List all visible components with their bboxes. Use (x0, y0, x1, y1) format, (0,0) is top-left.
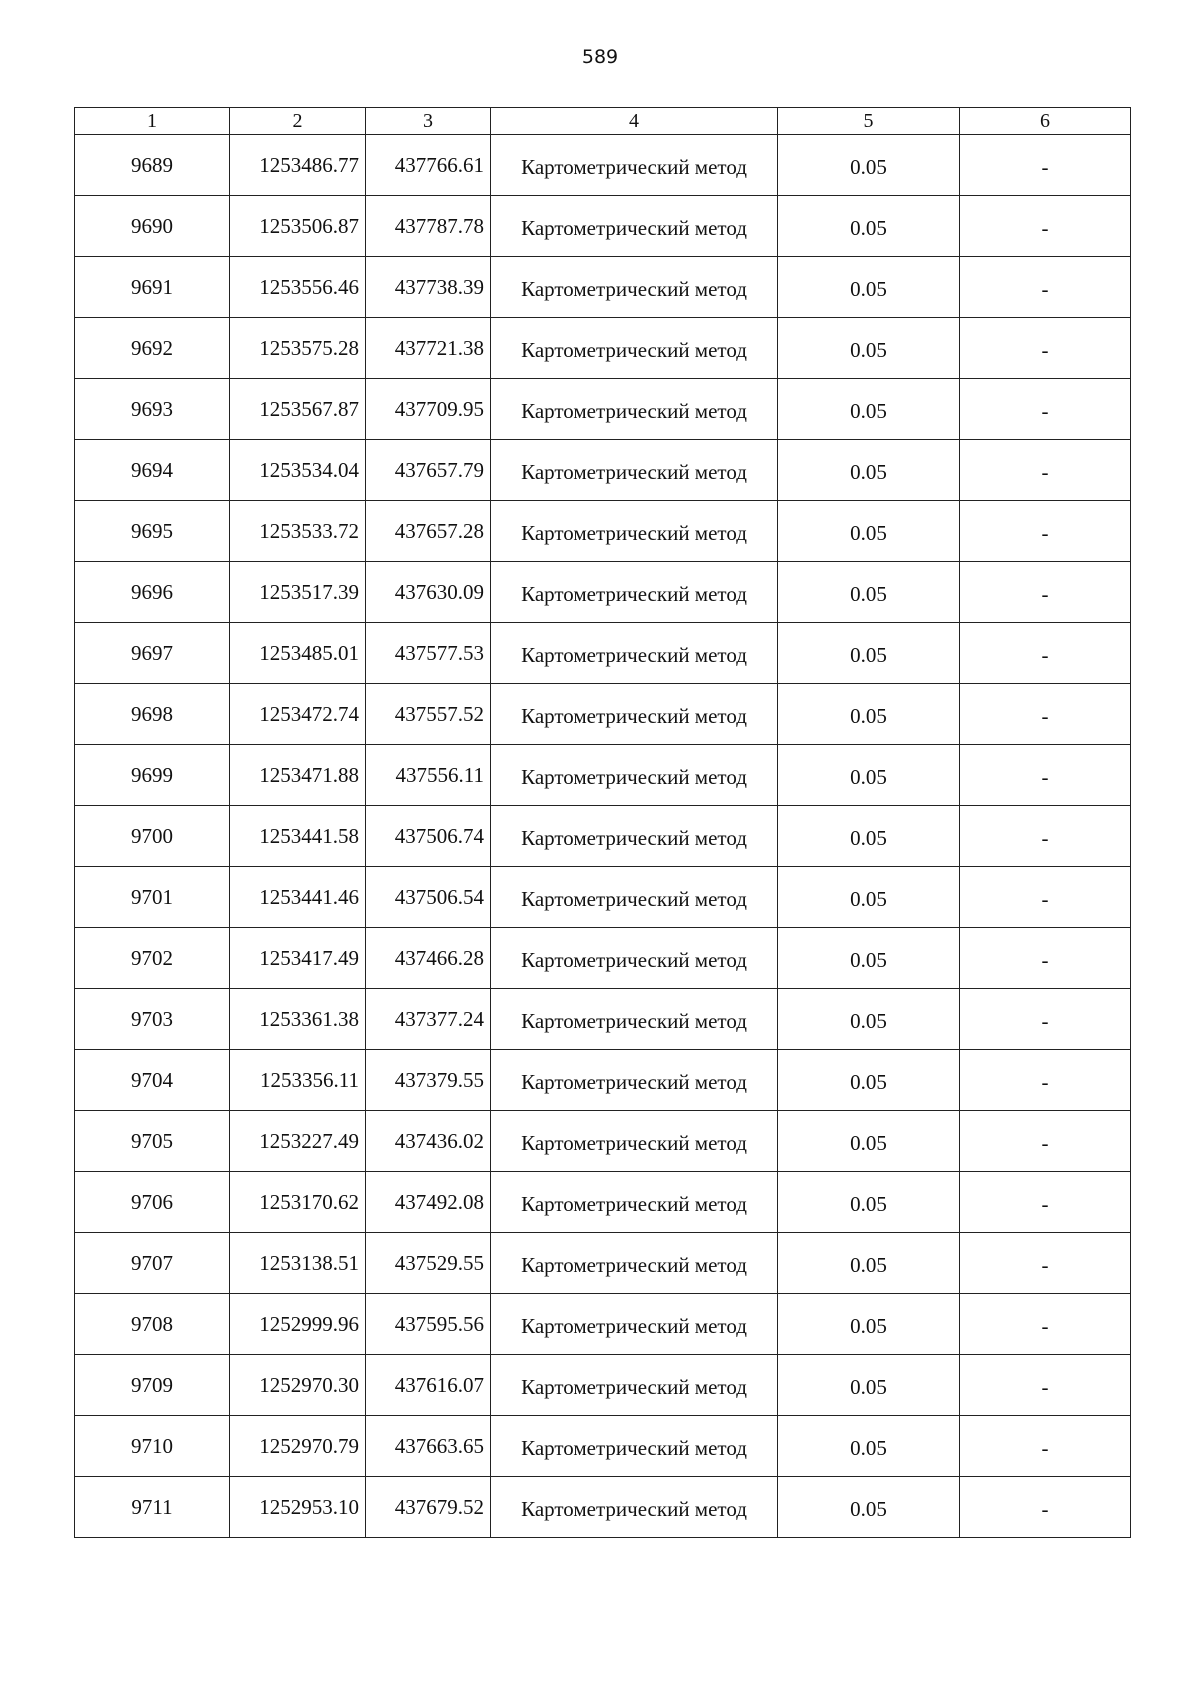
column-header: 5 (778, 108, 960, 135)
point-number-cell: 9694 (75, 440, 230, 501)
table-header-row (75, 108, 1131, 135)
accuracy-cell: 0.05 (778, 1050, 960, 1111)
note-cell: - (960, 440, 1131, 501)
note-cell: - (960, 1294, 1131, 1355)
accuracy-cell: 0.05 (778, 684, 960, 745)
accuracy-cell: 0.05 (778, 440, 960, 501)
table-row (75, 440, 1131, 501)
table-row (75, 196, 1131, 257)
point-number-cell: 9700 (75, 806, 230, 867)
note-cell: - (960, 684, 1131, 745)
note-cell: - (960, 989, 1131, 1050)
column-header: 6 (960, 108, 1131, 135)
method-cell: Картометрический метод (491, 196, 778, 257)
point-number-cell: 9708 (75, 1294, 230, 1355)
x-coordinate-cell: 1253556.46 (230, 257, 366, 318)
point-number-cell: 9698 (75, 684, 230, 745)
method-cell: Картометрический метод (491, 989, 778, 1050)
point-number-cell: 9693 (75, 379, 230, 440)
x-coordinate-cell: 1253471.88 (230, 745, 366, 806)
method-cell: Картометрический метод (491, 440, 778, 501)
coordinates-table (74, 107, 1131, 1538)
note-cell: - (960, 1172, 1131, 1233)
accuracy-cell: 0.05 (778, 989, 960, 1050)
table-row (75, 867, 1131, 928)
y-coordinate-cell: 437721.38 (366, 318, 491, 379)
table-row (75, 1294, 1131, 1355)
table-row (75, 1416, 1131, 1477)
note-cell: - (960, 1111, 1131, 1172)
note-cell: - (960, 1355, 1131, 1416)
point-number-cell: 9691 (75, 257, 230, 318)
y-coordinate-cell: 437506.54 (366, 867, 491, 928)
x-coordinate-cell: 1252970.79 (230, 1416, 366, 1477)
point-number-cell: 9706 (75, 1172, 230, 1233)
note-cell: - (960, 501, 1131, 562)
table-row (75, 1111, 1131, 1172)
method-cell: Картометрический метод (491, 135, 778, 196)
note-cell: - (960, 1233, 1131, 1294)
table-row (75, 318, 1131, 379)
method-cell: Картометрический метод (491, 1111, 778, 1172)
method-cell: Картометрический метод (491, 867, 778, 928)
point-number-cell: 9705 (75, 1111, 230, 1172)
table-row (75, 989, 1131, 1050)
y-coordinate-cell: 437657.79 (366, 440, 491, 501)
x-coordinate-cell: 1253567.87 (230, 379, 366, 440)
y-coordinate-cell: 437379.55 (366, 1050, 491, 1111)
table-row (75, 1355, 1131, 1416)
method-cell: Картометрический метод (491, 1172, 778, 1233)
method-cell: Картометрический метод (491, 806, 778, 867)
point-number-cell: 9701 (75, 867, 230, 928)
y-coordinate-cell: 437709.95 (366, 379, 491, 440)
accuracy-cell: 0.05 (778, 1477, 960, 1538)
point-number-cell: 9702 (75, 928, 230, 989)
accuracy-cell: 0.05 (778, 867, 960, 928)
column-header: 4 (491, 108, 778, 135)
method-cell: Картометрический метод (491, 928, 778, 989)
method-cell: Картометрический метод (491, 379, 778, 440)
table-row (75, 1477, 1131, 1538)
note-cell: - (960, 1050, 1131, 1111)
y-coordinate-cell: 437766.61 (366, 135, 491, 196)
y-coordinate-cell: 437595.56 (366, 1294, 491, 1355)
x-coordinate-cell: 1253472.74 (230, 684, 366, 745)
y-coordinate-cell: 437506.74 (366, 806, 491, 867)
x-coordinate-cell: 1253533.72 (230, 501, 366, 562)
x-coordinate-cell: 1252970.30 (230, 1355, 366, 1416)
point-number-cell: 9709 (75, 1355, 230, 1416)
x-coordinate-cell: 1253506.87 (230, 196, 366, 257)
point-number-cell: 9704 (75, 1050, 230, 1111)
accuracy-cell: 0.05 (778, 135, 960, 196)
y-coordinate-cell: 437466.28 (366, 928, 491, 989)
note-cell: - (960, 318, 1131, 379)
accuracy-cell: 0.05 (778, 379, 960, 440)
x-coordinate-cell: 1253227.49 (230, 1111, 366, 1172)
x-coordinate-cell: 1253485.01 (230, 623, 366, 684)
y-coordinate-cell: 437679.52 (366, 1477, 491, 1538)
point-number-cell: 9695 (75, 501, 230, 562)
accuracy-cell: 0.05 (778, 1294, 960, 1355)
page-number: 589 (581, 46, 619, 68)
table-row (75, 501, 1131, 562)
note-cell: - (960, 806, 1131, 867)
method-cell: Картометрический метод (491, 684, 778, 745)
note-cell: - (960, 562, 1131, 623)
point-number-cell: 9696 (75, 562, 230, 623)
y-coordinate-cell: 437657.28 (366, 501, 491, 562)
accuracy-cell: 0.05 (778, 745, 960, 806)
note-cell: - (960, 196, 1131, 257)
note-cell: - (960, 379, 1131, 440)
point-number-cell: 9699 (75, 745, 230, 806)
method-cell: Картометрический метод (491, 1477, 778, 1538)
method-cell: Картометрический метод (491, 318, 778, 379)
y-coordinate-cell: 437557.52 (366, 684, 491, 745)
method-cell: Картометрический метод (491, 501, 778, 562)
accuracy-cell: 0.05 (778, 806, 960, 867)
table-row (75, 928, 1131, 989)
method-cell: Картометрический метод (491, 1294, 778, 1355)
table-row (75, 1233, 1131, 1294)
table-row (75, 806, 1131, 867)
note-cell: - (960, 257, 1131, 318)
x-coordinate-cell: 1253170.62 (230, 1172, 366, 1233)
x-coordinate-cell: 1253138.51 (230, 1233, 366, 1294)
table-row (75, 1050, 1131, 1111)
table-row (75, 1172, 1131, 1233)
y-coordinate-cell: 437436.02 (366, 1111, 491, 1172)
column-header: 2 (230, 108, 366, 135)
accuracy-cell: 0.05 (778, 562, 960, 623)
method-cell: Картометрический метод (491, 745, 778, 806)
y-coordinate-cell: 437630.09 (366, 562, 491, 623)
table-row (75, 623, 1131, 684)
table-row (75, 562, 1131, 623)
point-number-cell: 9703 (75, 989, 230, 1050)
method-cell: Картометрический метод (491, 1355, 778, 1416)
x-coordinate-cell: 1253534.04 (230, 440, 366, 501)
x-coordinate-cell: 1253575.28 (230, 318, 366, 379)
y-coordinate-cell: 437787.78 (366, 196, 491, 257)
x-coordinate-cell: 1253517.39 (230, 562, 366, 623)
point-number-cell: 9690 (75, 196, 230, 257)
accuracy-cell: 0.05 (778, 318, 960, 379)
y-coordinate-cell: 437663.65 (366, 1416, 491, 1477)
x-coordinate-cell: 1253486.77 (230, 135, 366, 196)
table-row (75, 684, 1131, 745)
y-coordinate-cell: 437616.07 (366, 1355, 491, 1416)
note-cell: - (960, 135, 1131, 196)
x-coordinate-cell: 1253361.38 (230, 989, 366, 1050)
accuracy-cell: 0.05 (778, 196, 960, 257)
method-cell: Картометрический метод (491, 1050, 778, 1111)
table-row (75, 745, 1131, 806)
note-cell: - (960, 1477, 1131, 1538)
column-header: 3 (366, 108, 491, 135)
point-number-cell: 9710 (75, 1416, 230, 1477)
method-cell: Картометрический метод (491, 623, 778, 684)
method-cell: Картометрический метод (491, 1416, 778, 1477)
table-row (75, 257, 1131, 318)
y-coordinate-cell: 437556.11 (366, 745, 491, 806)
note-cell: - (960, 928, 1131, 989)
accuracy-cell: 0.05 (778, 1416, 960, 1477)
table-row (75, 379, 1131, 440)
y-coordinate-cell: 437492.08 (366, 1172, 491, 1233)
note-cell: - (960, 867, 1131, 928)
accuracy-cell: 0.05 (778, 1172, 960, 1233)
x-coordinate-cell: 1252999.96 (230, 1294, 366, 1355)
accuracy-cell: 0.05 (778, 1355, 960, 1416)
accuracy-cell: 0.05 (778, 257, 960, 318)
method-cell: Картометрический метод (491, 562, 778, 623)
point-number-cell: 9711 (75, 1477, 230, 1538)
accuracy-cell: 0.05 (778, 1233, 960, 1294)
note-cell: - (960, 745, 1131, 806)
y-coordinate-cell: 437738.39 (366, 257, 491, 318)
column-header: 1 (75, 108, 230, 135)
note-cell: - (960, 623, 1131, 684)
point-number-cell: 9692 (75, 318, 230, 379)
y-coordinate-cell: 437529.55 (366, 1233, 491, 1294)
method-cell: Картометрический метод (491, 1233, 778, 1294)
accuracy-cell: 0.05 (778, 1111, 960, 1172)
table-body (75, 135, 1131, 1538)
x-coordinate-cell: 1253441.46 (230, 867, 366, 928)
table-row (75, 135, 1131, 196)
point-number-cell: 9689 (75, 135, 230, 196)
x-coordinate-cell: 1252953.10 (230, 1477, 366, 1538)
accuracy-cell: 0.05 (778, 623, 960, 684)
x-coordinate-cell: 1253417.49 (230, 928, 366, 989)
y-coordinate-cell: 437577.53 (366, 623, 491, 684)
x-coordinate-cell: 1253441.58 (230, 806, 366, 867)
accuracy-cell: 0.05 (778, 501, 960, 562)
note-cell: - (960, 1416, 1131, 1477)
point-number-cell: 9707 (75, 1233, 230, 1294)
method-cell: Картометрический метод (491, 257, 778, 318)
accuracy-cell: 0.05 (778, 928, 960, 989)
x-coordinate-cell: 1253356.11 (230, 1050, 366, 1111)
point-number-cell: 9697 (75, 623, 230, 684)
y-coordinate-cell: 437377.24 (366, 989, 491, 1050)
